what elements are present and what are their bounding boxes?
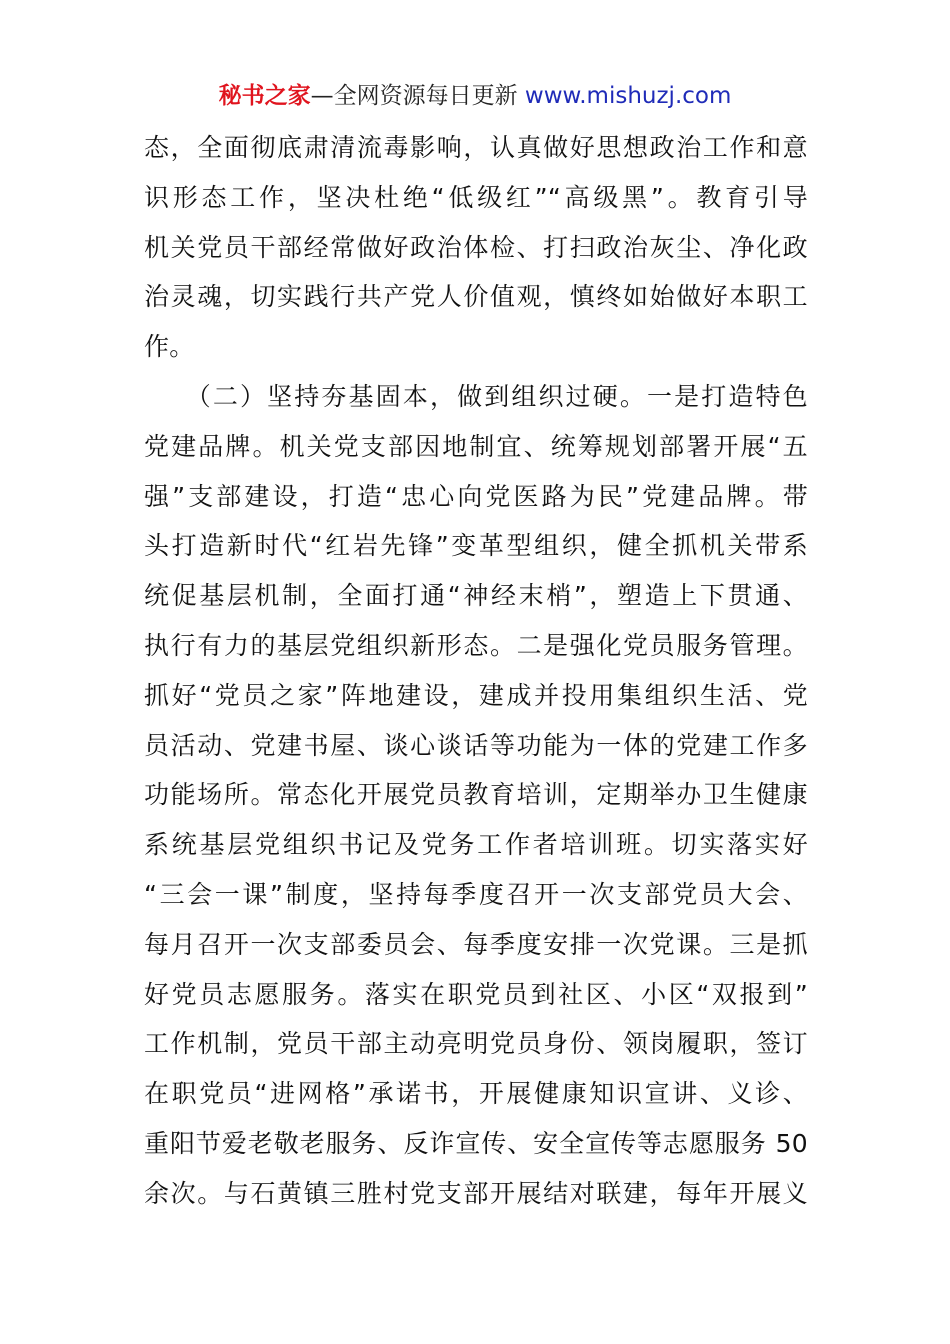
text-line: 统促基层机制，全面打通“神经末梢”，塑造上下贯通、	[144, 581, 808, 611]
text-line: 执行有力的基层党组织新形态。二是强化党员服务管理。	[144, 630, 808, 660]
text-line: 在职党员“进网格”承诺书，开展健康知识宣讲、义诊、	[144, 1079, 808, 1109]
site-header	[0, 80, 950, 112]
text-line: 系统基层党组织书记及党务工作者培训班。切实落实好	[144, 830, 808, 860]
text-line: 治灵魂，切实践行共产党人价值观，慎终如始做好本职工	[144, 282, 808, 312]
text-line: 态，全面彻底肃清流毒影响，认真做好思想政治工作和意	[144, 133, 808, 162]
text-line: 功能场所。常态化开展党员教育培训，定期举办卫生健康	[144, 780, 808, 810]
text-line: 头打造新时代“红岩先锋”变革型组织，健全抓机关带系	[144, 531, 808, 561]
text-line: （二）坚持夯基固本，做到组织过硬。一是打造特色	[144, 381, 808, 411]
text-line: 作。	[144, 332, 195, 362]
text-line: 党建品牌。机关党支部因地制宜、统筹规划部署开展“五	[144, 431, 808, 461]
text-line: “三会一课”制度，坚持每季度召开一次支部党员大会、	[144, 879, 808, 909]
text-line: 余次。与石黄镇三胜村党支部开展结对联建，每年开展义	[144, 1178, 808, 1208]
text-line: 识形态工作，坚决杜绝“低级红”“高级黑”。教育引导	[144, 182, 808, 212]
site-brand: 秘书之家	[218, 83, 311, 109]
text-line: 员活动、党建书屋、谈心谈话等功能为一体的党建工作多	[144, 730, 808, 760]
text-line: 机关党员干部经常做好政治体检、打扫政治灰尘、净化政	[144, 232, 808, 262]
text-line: 工作机制，党员干部主动亮明党员身份、领岗履职，签订	[144, 1029, 808, 1059]
site-slogan: —全网资源每日更新	[310, 83, 525, 109]
text-line: 好党员志愿服务。落实在职党员到社区、小区“双报到”	[144, 979, 808, 1009]
text-line: 抓好“党员之家”阵地建设，建成并投用集组织生活、党	[144, 680, 808, 710]
document-body	[144, 123, 808, 1219]
text-line: 重阳节爱老敬老服务、反诈宣传、安全宣传等志愿服务 50	[144, 1128, 808, 1158]
text-line: 每月召开一次支部委员会、每季度安排一次党课。三是抓	[144, 929, 808, 959]
site-url[interactable]: www.mishuzj.com	[524, 83, 732, 109]
text-line: 强”支部建设，打造“忠心向党医路为民”党建品牌。带	[144, 481, 808, 511]
